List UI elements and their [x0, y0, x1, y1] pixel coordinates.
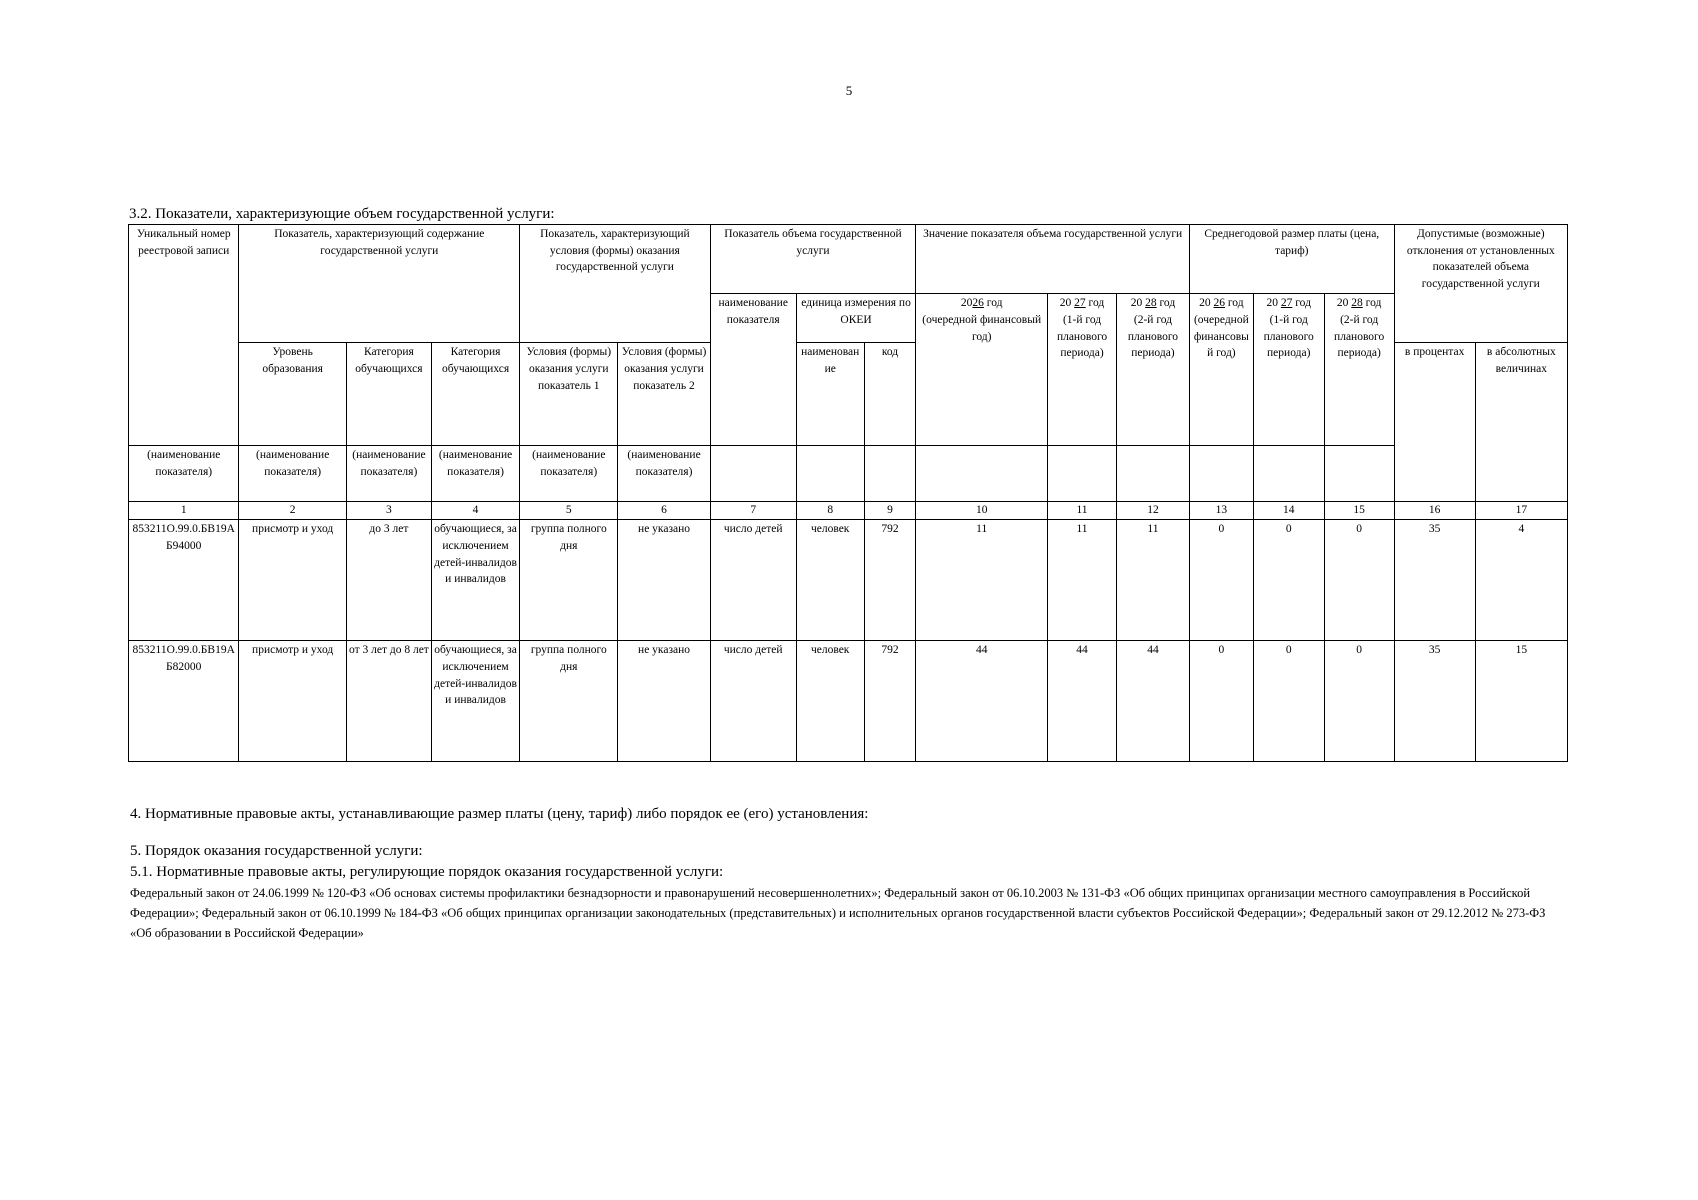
col-number: 11: [1048, 502, 1117, 520]
section-5-1-heading: 5.1. Нормативные правовые акты, регулирующие порядок оказания государственной услуги:: [130, 864, 724, 880]
col-number: 7: [710, 502, 796, 520]
header-unit-code-cont: [864, 446, 916, 502]
category-1: до 3 лет: [346, 520, 431, 641]
header-level-education: Уровень образования: [239, 343, 346, 446]
header-indicator-name-5: (наименование показателя): [520, 446, 618, 502]
fee-2026: 0: [1189, 520, 1253, 641]
header-year-2028-cont: [1116, 446, 1189, 502]
header-deviation-group: Допустимые (возможные) отклонения от установленных показателей объема государственной услуги: [1394, 225, 1567, 294]
header-indicator-name-3: (наименование показателя): [346, 446, 431, 502]
header-volume-group: Показатель объема государственной услуги: [710, 225, 916, 294]
registry-number: 853211О.99.0.БВ19АБ94000: [129, 520, 239, 641]
header-condition-2: Условия (формы) оказания услуги показатель 2: [618, 343, 710, 446]
header-category-1: Категория обучающихся: [346, 343, 431, 446]
header-indicator-name-4: (наименование показателя): [431, 446, 519, 502]
value-2027: 44: [1048, 641, 1117, 762]
col-number: 2: [239, 502, 346, 520]
unit-code: 792: [864, 520, 916, 641]
value-2028: 44: [1116, 641, 1189, 762]
header-indicator-name-1: (наименование показателя): [129, 446, 239, 502]
unit-code: 792: [864, 641, 916, 762]
registry-number: 853211О.99.0.БВ19АБ82000: [129, 641, 239, 762]
header-content-group: Показатель, характеризующий содержание государственной услуги: [239, 225, 520, 343]
header-value-group: Значение показателя объема государственной услуги: [916, 225, 1190, 294]
deviation-abs: 4: [1475, 520, 1567, 641]
header-year-2026-cont: [916, 446, 1048, 502]
header-indicator-name-6: (наименование показателя): [618, 446, 710, 502]
value-2026: 44: [916, 641, 1048, 762]
unit-name: человек: [796, 520, 864, 641]
value-2026: 11: [916, 520, 1048, 641]
education-level: присмотр и уход: [239, 641, 346, 762]
col-number: 1: [129, 502, 239, 520]
section-title: 3.2. Показатели, характеризующие объем государственной услуги:: [129, 206, 555, 222]
volume-name: число детей: [710, 641, 796, 762]
value-2028: 11: [1116, 520, 1189, 641]
value-2027: 11: [1048, 520, 1117, 641]
section-5-heading: 5. Порядок оказания государственной услуги:: [130, 843, 423, 859]
col-number: 5: [520, 502, 618, 520]
deviation-pct: 35: [1394, 520, 1475, 641]
header-deviation-pct: в процентах: [1394, 343, 1475, 502]
condition-2: не указано: [618, 641, 710, 762]
condition-1: группа полного дня: [520, 520, 618, 641]
header-year-2027: 20 27 год (1-й год планового периода): [1048, 294, 1117, 446]
header-deviation-spacer: [1394, 294, 1567, 343]
col-number: 12: [1116, 502, 1189, 520]
page-number: 5: [845, 83, 853, 98]
col-number: 3: [346, 502, 431, 520]
header-fee-group: Среднегодовой размер платы (цена, тариф): [1189, 225, 1394, 294]
header-fee-2028: 20 28 год (2-й год планового периода): [1324, 294, 1394, 446]
header-fee-2027: 20 27 год (1-й год планового периода): [1253, 294, 1324, 446]
col-number: 14: [1253, 502, 1324, 520]
header-year-2026: 2026 год (очередной финансовый год): [916, 294, 1048, 446]
table-row: [129, 641, 1568, 762]
col-number: 13: [1189, 502, 1253, 520]
col-number: 15: [1324, 502, 1394, 520]
condition-1: группа полного дня: [520, 641, 618, 762]
header-deviation-abs: в абсолютных величинах: [1475, 343, 1567, 502]
header-year-2028: 20 28 год (2-й год планового периода): [1116, 294, 1189, 446]
fee-2028: 0: [1324, 641, 1394, 762]
table-row: [129, 520, 1568, 641]
header-category-2: Категория обучающихся: [431, 343, 519, 446]
header-conditions-group: Показатель, характеризующий условия (формы) оказания государственной услуги: [520, 225, 710, 343]
category-2: обучающиеся, за исключением детей-инвалидов и инвалидов: [431, 520, 519, 641]
header-volume-name: наименование показателя: [710, 294, 796, 446]
col-number: 9: [864, 502, 916, 520]
header-year-2027-cont: [1048, 446, 1117, 502]
header-unit-okei: единица измерения по ОКЕИ: [796, 294, 916, 343]
fee-2028: 0: [1324, 520, 1394, 641]
deviation-pct: 35: [1394, 641, 1475, 762]
header-unit-code: код: [864, 343, 916, 446]
education-level: присмотр и уход: [239, 520, 346, 641]
header-unit-name: наименование: [796, 343, 864, 446]
header-fee-2026-cont: [1189, 446, 1253, 502]
fee-2027: 0: [1253, 520, 1324, 641]
header-condition-1: Условия (формы) оказания услуги показатель 1: [520, 343, 618, 446]
col-number: 8: [796, 502, 864, 520]
deviation-abs: 15: [1475, 641, 1567, 762]
header-registry-number: Уникальный номер реестровой записи: [129, 225, 239, 446]
header-volume-name-cont: [710, 446, 796, 502]
condition-2: не указано: [618, 520, 710, 641]
category-2: обучающиеся, за исключением детей-инвалидов и инвалидов: [431, 641, 519, 762]
col-number: 16: [1394, 502, 1475, 520]
col-number: 6: [618, 502, 710, 520]
header-fee-2027-cont: [1253, 446, 1324, 502]
header-fee-2026: 20 26 год (очередной финансовый год): [1189, 294, 1253, 446]
legal-acts-text: Федеральный закон от 24.06.1999 № 120-ФЗ «Об основах системы профилактики безнадзорности и правонарушений несовершеннолетних»; Федеральный закон от 06.10.2003 № 131-ФЗ «Об общих принципах организации местного самоуправления в Российской Федерации»; Федеральный закон от 06.10.1999 № 184-ФЗ «Об общих принципах организации законодательных (представительных) и исполнительных органов государственной власти субъектов Российской Федерации»; Федеральный закон от 29.12.2012 № 273-ФЗ «Об образовании в Российской Федерации»: [130, 886, 1546, 940]
fee-2027: 0: [1253, 641, 1324, 762]
header-fee-2028-cont: [1324, 446, 1394, 502]
section-4-heading: 4. Нормативные правовые акты, устанавливающие размер платы (цену, тариф) либо порядок ее (его) установления:: [130, 806, 869, 822]
header-indicator-name-2: (наименование показателя): [239, 446, 346, 502]
volume-indicators-table: [128, 224, 1568, 762]
col-number: 17: [1475, 502, 1567, 520]
category-1: от 3 лет до 8 лет: [346, 641, 431, 762]
col-number: 4: [431, 502, 519, 520]
volume-name: число детей: [710, 520, 796, 641]
fee-2026: 0: [1189, 641, 1253, 762]
unit-name: человек: [796, 641, 864, 762]
col-number: 10: [916, 502, 1048, 520]
header-unit-name-cont: [796, 446, 864, 502]
